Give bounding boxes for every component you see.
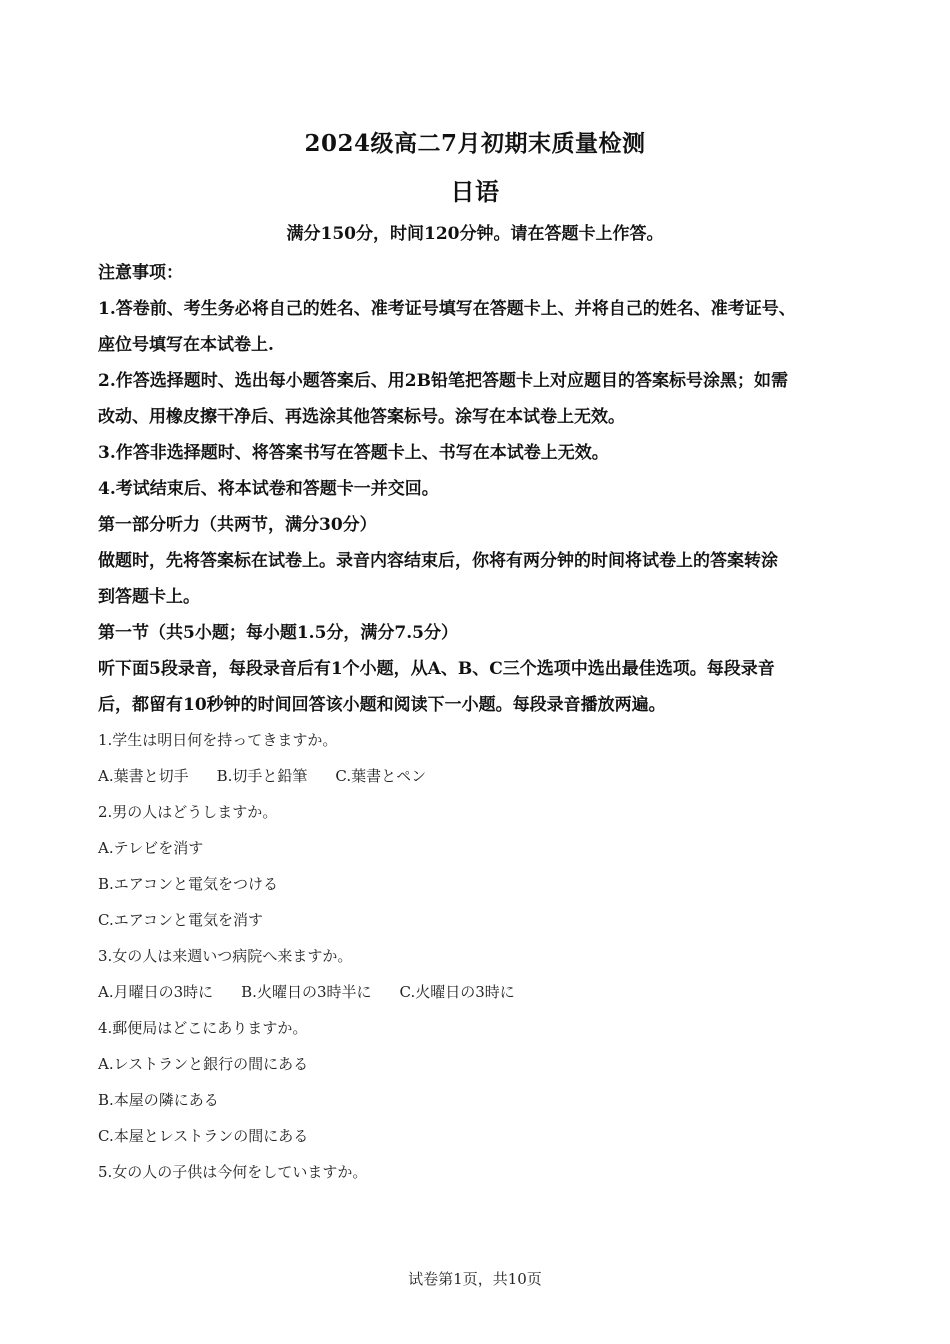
q1-option-b: B.切手と鉛筆 bbox=[216, 767, 308, 785]
question-3: 3.女の人は来週いつ病院へ来ますか。 bbox=[98, 947, 353, 965]
q3-option-b: B.火曜日の3時半に bbox=[241, 983, 372, 1001]
question-5: 5.女の人の子供は今何をしていますか。 bbox=[98, 1163, 368, 1181]
q2-option-b: B.エアコンと電気をつける bbox=[98, 875, 279, 893]
q2-option-c: C.エアコンと電気を消す bbox=[98, 911, 263, 929]
page-footer: 试卷第1页，共10页 bbox=[408, 1270, 542, 1288]
question-2: 2.男の人はどうしますか。 bbox=[98, 803, 278, 821]
note-1-line-1: 1.答卷前、考生务必将自己的姓名、准考证号填写在答题卡上、并将自己的姓名、准考证号、 bbox=[98, 299, 796, 319]
q1-option-a: A.葉書と切手 bbox=[98, 767, 189, 785]
section1-heading: 第一节（共5小题；每小题1.5分，满分7.5分） bbox=[98, 623, 458, 643]
note-4: 4.考试结束后、将本试卷和答题卡一并交回。 bbox=[98, 479, 439, 499]
q3-option-c: C.火曜日の3時に bbox=[399, 983, 515, 1001]
notes-heading: 注意事项： bbox=[98, 263, 183, 283]
q4-option-c: C.本屋とレストランの間にある bbox=[98, 1127, 309, 1145]
question-4: 4.郵便局はどこにありますか。 bbox=[98, 1019, 308, 1037]
question-3-options bbox=[98, 981, 515, 1002]
q2-option-a: A.テレビを消す bbox=[98, 839, 204, 857]
q4-option-a: A.レストランと銀行の間にある bbox=[98, 1055, 309, 1073]
note-2-line-1: 2.作答选择题时、选出每小题答案后、用2B铅笔把答题卡上对应题目的答案标号涂黑；如需 bbox=[98, 371, 788, 391]
part1-instructions-line-2: 到答题卡上。 bbox=[98, 587, 200, 607]
section1-instructions-line-2: 后，都留有10秒钟的时间回答该小题和阅读下一小题。每段录音播放两遍。 bbox=[98, 695, 666, 715]
note-3: 3.作答非选择题时、将答案书写在答题卡上、书写在本试卷上无效。 bbox=[98, 443, 609, 463]
subject-title: 日语 bbox=[450, 177, 500, 206]
exam-info: 满分150分，时间120分钟。请在答题卡上作答。 bbox=[286, 224, 664, 244]
q3-option-a: A.月曜日の3時に bbox=[98, 983, 214, 1001]
part1-instructions-line-1: 做题时，先将答案标在试卷上。录音内容结束后，你将有两分钟的时间将试卷上的答案转涂 bbox=[98, 551, 778, 571]
question-1-options bbox=[98, 765, 426, 786]
q4-option-b: B.本屋の隣にある bbox=[98, 1091, 219, 1109]
part1-heading: 第一部分听力（共两节，满分30分） bbox=[98, 515, 377, 535]
section1-instructions-line-1: 听下面5段录音，每段录音后有1个小题，从A、B、C三个选项中选出最佳选项。每段录音 bbox=[98, 659, 775, 679]
exam-title: 2024级高二7月初期末质量检测 bbox=[304, 130, 646, 157]
note-1-line-2: 座位号填写在本试卷上. bbox=[98, 335, 274, 355]
q1-option-c: C.葉書とペン bbox=[335, 767, 427, 785]
question-1: 1.学生は明日何を持ってきますか。 bbox=[98, 731, 338, 749]
note-2-line-2: 改动、用橡皮擦干净后、再选涂其他答案标号。涂写在本试卷上无效。 bbox=[98, 407, 625, 427]
